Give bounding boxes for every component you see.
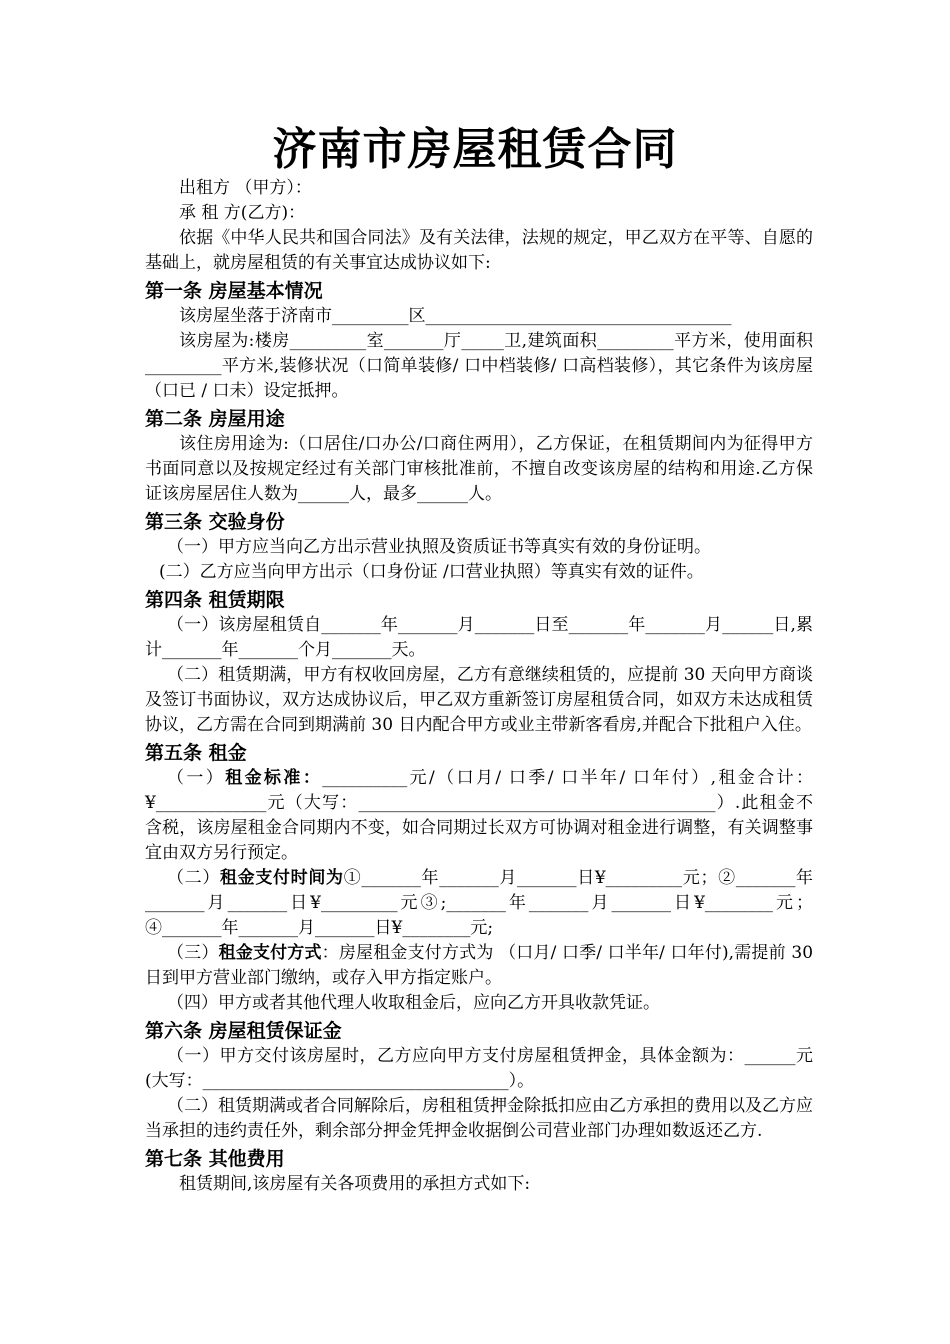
section-4-item-2: （二）租赁期满，甲方有权收回房屋，乙方有意继续租赁的，应提前 30 天向甲方商谈及签订书面协议，双方达成协议后，甲乙双方重新签订房屋租赁合同，如双方未达成租赁协议，乙方需在合同到期满前 30 日内配合甲方或业主带新客看房,并配合下批租户入住。 [145,665,813,735]
section-1-details: 该房屋为:楼房_________室_______厅_____卫,建筑面积_________平方米，使用面积_________平方米,装修状况（口简单装修/ 口中档装修/ 口高档装修），其它条件为该房屋（口已 / 口未）设定抵押。 [145,331,813,401]
section-3-item-2: (二）乙方应当向甲方出示（口身份证 /口营业执照）等真实有效的证件。 [159,562,704,582]
payment-method-label: 租金支付方式 [218,943,322,963]
section-3-item-1: （一）甲方应当向乙方出示营业执照及资质证书等真实有效的身份证明。 [167,537,711,557]
section-4-item-1: （一）该房屋租赁自_______年_______月_______日至_______年_______月______日,累计_______年_______个月_______天。 [145,615,813,660]
rent-standard-label: 租金标准： [225,768,323,788]
section-5-item-3-text: ：房屋租金支付方式为 （口月/ 口季/ 口半年/ 口年付),需提前 30 日到甲方营业部门缴纳，或存入甲方指定账户。 [145,943,814,988]
section-6-item-1: （一）甲方交付该房屋时，乙方应向甲方支付房屋租赁押金，具体金额为：______元(大写：____________________________________）。 [145,1046,813,1091]
section-5-item-3-prefix: （三） [167,943,219,963]
section-5-item-2-prefix: （二） [167,868,221,888]
section-3-heading: 第三条 交验身份 [145,511,285,533]
section-5-item-3 [145,941,813,991]
lessor-line: 出租方 （甲方）： [179,178,312,198]
section-2-heading: 第二条 房屋用途 [145,408,285,430]
section-4-heading: 第四条 租赁期限 [145,589,285,611]
section-5-heading: 第五条 租金 [145,742,247,764]
section-6-heading: 第六条 房屋租赁保证金 [145,1020,342,1042]
section-2-usage: 该住房用途为:（口居住/口办公/口商住两用），乙方保证，在租赁期间内为征得甲方书面同意以及按规定经过有关部门审核批准前，不擅自改变该房屋的结构和用途.乙方保证该房屋居住人数为______人，最多______人。 [145,434,813,504]
section-7-heading: 第七条 其他费用 [145,1148,285,1170]
contract-body [145,176,813,1197]
section-1-location: 该房屋坐落于济南市_________区____________________________________ [179,306,732,326]
section-5-item-4: （四）甲方或者其他代理人收取租金后，应向乙方开具收款凭证。 [167,993,660,1013]
section-5-item-2-text: ①_______年_______月_______日¥_________元；②_______年_______月_______日¥_________元③;_______年_______月_______日¥________元；④_______年_______月_______日¥________元; [145,868,814,938]
section-7-intro: 租赁期间,该房屋有关各项费用的承担方式如下: [179,1174,531,1194]
lessee-line: 承 租 方(乙方)： [179,203,306,223]
section-1-heading: 第一条 房屋基本情况 [145,280,323,302]
section-5-item-1 [145,766,813,866]
payment-time-label: 租金支付时间为 [220,868,344,888]
section-5-item-1-text: __________元/（口月/ 口季/ 口半年/ 口年付）,租金合计：¥_____________元（大写：__________________________________________）.此租金不含税，该房屋租金合同期内不变，如合同期过长双方可协调对租金进行调整，有关调整事宜由双方另行预定。 [145,768,814,863]
preamble: 依据《中华人民共和国合同法》及有关法律，法规的规定，甲乙双方在平等、自愿的基础上，就房屋租赁的有关事宜达成协议如下: [145,228,813,273]
section-5-item-1-prefix: （一） [167,768,226,788]
section-6-item-2: （二）租赁期满或者合同解除后，房租租赁押金除抵扣应由乙方承担的费用以及乙方应当承担的违约责任外，剩余部分押金凭押金收据倒公司营业部门办理如数返还乙方. [145,1096,813,1141]
section-5-item-2 [145,866,813,941]
document-title: 济南市房屋租赁合同 [272,124,678,175]
